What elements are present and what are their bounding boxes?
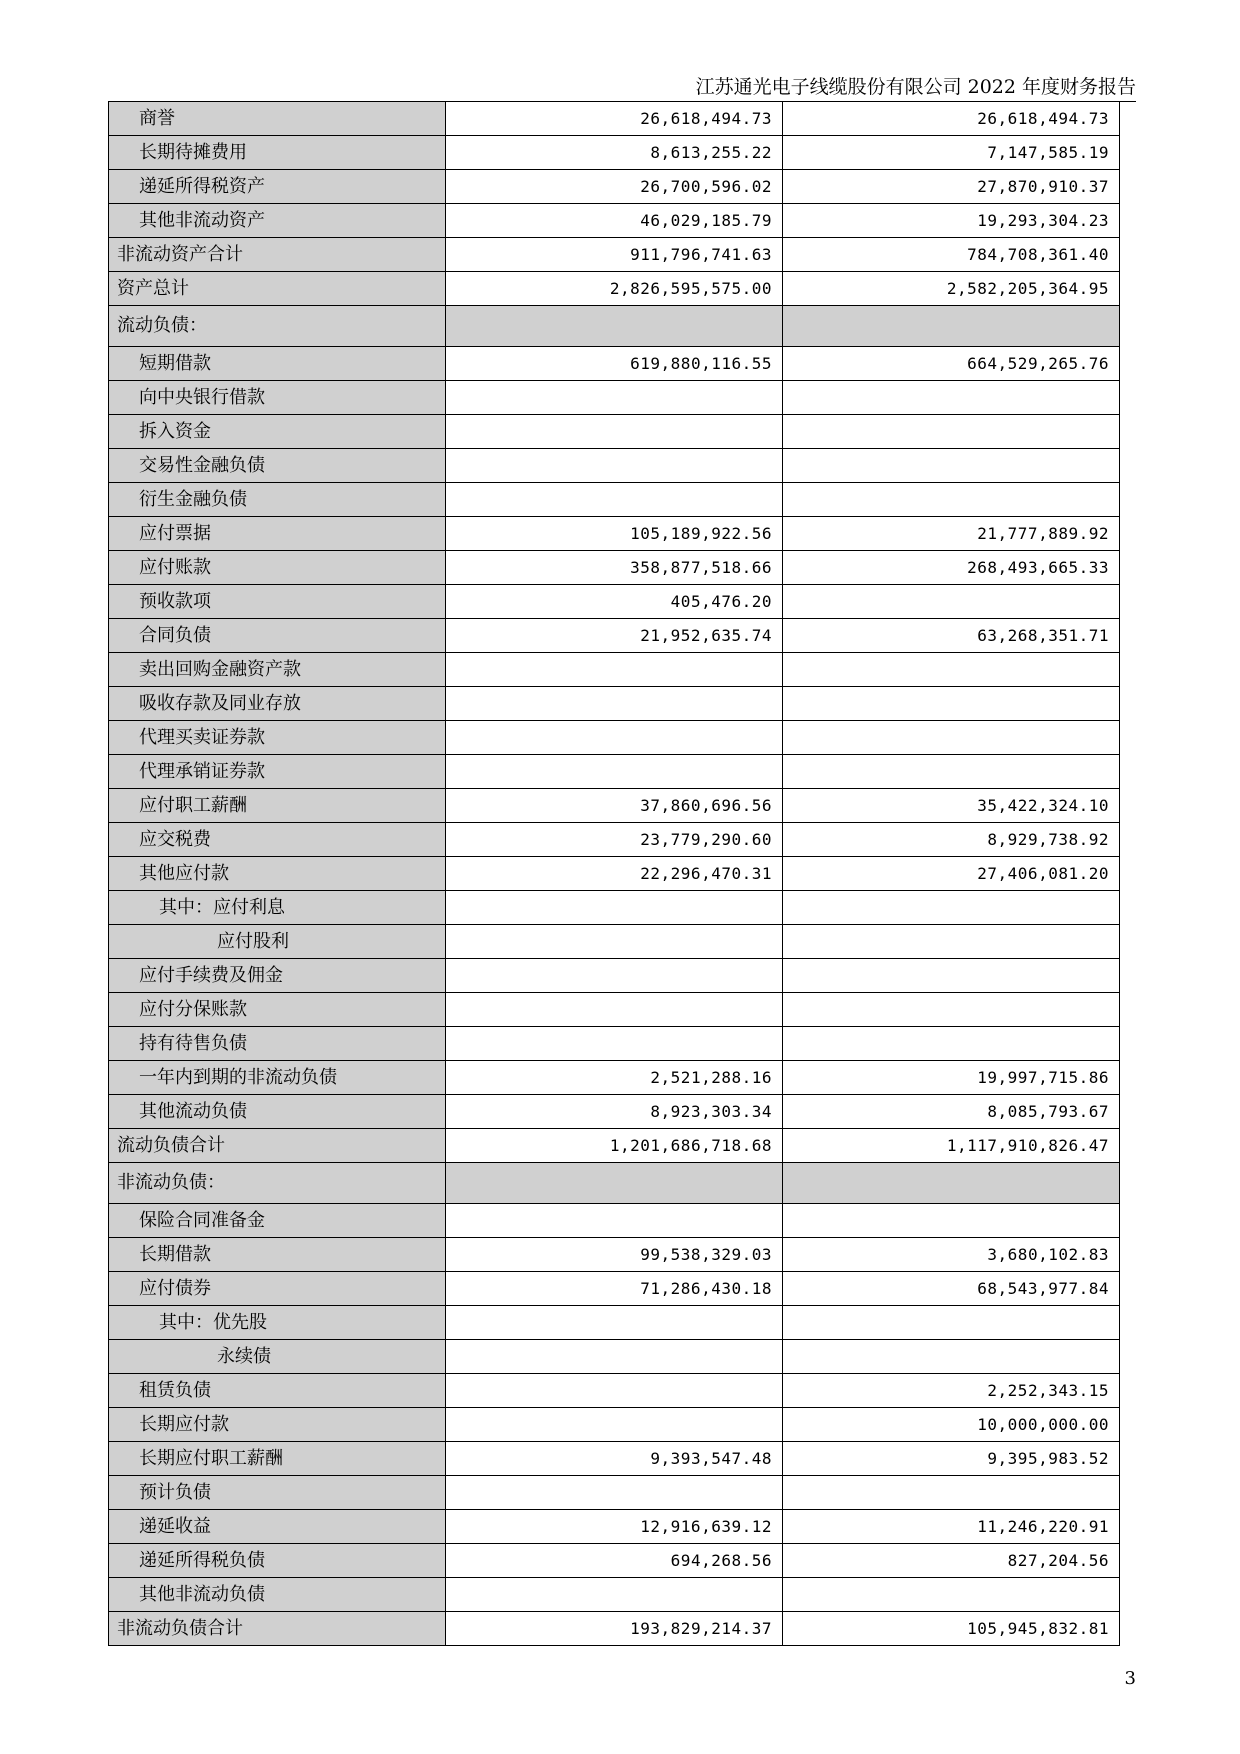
row-label: 应付债券 — [109, 1272, 446, 1306]
table-row — [109, 1408, 1120, 1442]
period-end-value: 9,393,547.48 — [446, 1442, 783, 1476]
row-label: 其他非流动负债 — [109, 1578, 446, 1612]
page-number: 3 — [1124, 1668, 1136, 1689]
table-row — [109, 1612, 1120, 1646]
period-end-value: 26,700,596.02 — [446, 170, 783, 204]
row-label: 吸收存款及同业存放 — [109, 687, 446, 721]
row-label: 应付票据 — [109, 517, 446, 551]
row-label: 长期应付职工薪酬 — [109, 1442, 446, 1476]
row-label: 流动负债： — [109, 306, 446, 347]
table-row — [109, 102, 1120, 136]
row-label: 应付股利 — [109, 925, 446, 959]
row-label: 代理买卖证券款 — [109, 721, 446, 755]
period-start-value — [783, 585, 1120, 619]
row-label: 递延所得税资产 — [109, 170, 446, 204]
period-end-value: 71,286,430.18 — [446, 1272, 783, 1306]
table-row — [109, 1095, 1120, 1129]
table-row — [109, 619, 1120, 653]
table-row — [109, 1204, 1120, 1238]
period-end-value: 2,826,595,575.00 — [446, 272, 783, 306]
row-label: 应交税费 — [109, 823, 446, 857]
table-row — [109, 1340, 1120, 1374]
row-label: 保险合同准备金 — [109, 1204, 446, 1238]
period-start-value — [783, 415, 1120, 449]
table-row — [109, 857, 1120, 891]
table-row — [109, 483, 1120, 517]
period-start-value — [783, 755, 1120, 789]
row-label: 长期应付款 — [109, 1408, 446, 1442]
row-label: 一年内到期的非流动负债 — [109, 1061, 446, 1095]
period-end-value: 8,613,255.22 — [446, 136, 783, 170]
period-start-value — [783, 1163, 1120, 1204]
table-row — [109, 551, 1120, 585]
row-label: 拆入资金 — [109, 415, 446, 449]
period-end-value: 8,923,303.34 — [446, 1095, 783, 1129]
period-start-value — [783, 381, 1120, 415]
period-start-value: 105,945,832.81 — [783, 1612, 1120, 1646]
section-header-row — [109, 306, 1120, 347]
period-start-value: 664,529,265.76 — [783, 347, 1120, 381]
period-start-value: 7,147,585.19 — [783, 136, 1120, 170]
table-row — [109, 721, 1120, 755]
period-end-value: 12,916,639.12 — [446, 1510, 783, 1544]
period-start-value — [783, 483, 1120, 517]
row-label: 应付分保账款 — [109, 993, 446, 1027]
row-label: 长期待摊费用 — [109, 136, 446, 170]
table-row — [109, 755, 1120, 789]
row-label: 其中：优先股 — [109, 1306, 446, 1340]
period-start-value: 2,582,205,364.95 — [783, 272, 1120, 306]
period-end-value: 46,029,185.79 — [446, 204, 783, 238]
table-row — [109, 381, 1120, 415]
balance-sheet-body — [109, 102, 1120, 1646]
row-label: 其他流动负债 — [109, 1095, 446, 1129]
period-end-value: 405,476.20 — [446, 585, 783, 619]
period-end-value — [446, 687, 783, 721]
period-end-value — [446, 755, 783, 789]
row-label: 应付账款 — [109, 551, 446, 585]
row-label: 其他应付款 — [109, 857, 446, 891]
period-end-value — [446, 483, 783, 517]
period-start-value: 8,929,738.92 — [783, 823, 1120, 857]
row-label: 短期借款 — [109, 347, 446, 381]
row-label: 衍生金融负债 — [109, 483, 446, 517]
table-row — [109, 585, 1120, 619]
period-start-value: 19,293,304.23 — [783, 204, 1120, 238]
report-title: 江苏通光电子线缆股份有限公司 2022 年度财务报告 — [695, 76, 1136, 98]
period-end-value — [446, 721, 783, 755]
period-start-value — [783, 925, 1120, 959]
row-label: 卖出回购金融资产款 — [109, 653, 446, 687]
period-start-value: 68,543,977.84 — [783, 1272, 1120, 1306]
period-start-value — [783, 721, 1120, 755]
row-label: 递延收益 — [109, 1510, 446, 1544]
table-row — [109, 1476, 1120, 1510]
row-label: 应付手续费及佣金 — [109, 959, 446, 993]
period-end-value: 37,860,696.56 — [446, 789, 783, 823]
row-label: 非流动负债合计 — [109, 1612, 446, 1646]
period-end-value — [446, 1578, 783, 1612]
row-label: 流动负债合计 — [109, 1129, 446, 1163]
table-row — [109, 687, 1120, 721]
period-end-value — [446, 1408, 783, 1442]
table-row — [109, 1510, 1120, 1544]
table-row — [109, 1442, 1120, 1476]
period-start-value: 26,618,494.73 — [783, 102, 1120, 136]
table-row — [109, 170, 1120, 204]
period-end-value — [446, 449, 783, 483]
table-row — [109, 1578, 1120, 1612]
period-end-value: 911,796,741.63 — [446, 238, 783, 272]
table-row — [109, 1374, 1120, 1408]
table-row — [109, 136, 1120, 170]
period-start-value — [783, 1578, 1120, 1612]
row-label: 非流动负债： — [109, 1163, 446, 1204]
table-row — [109, 1129, 1120, 1163]
row-label: 其他非流动资产 — [109, 204, 446, 238]
period-end-value — [446, 993, 783, 1027]
period-start-value: 8,085,793.67 — [783, 1095, 1120, 1129]
period-start-value: 11,246,220.91 — [783, 1510, 1120, 1544]
period-start-value — [783, 1204, 1120, 1238]
row-label: 预收款项 — [109, 585, 446, 619]
period-end-value: 23,779,290.60 — [446, 823, 783, 857]
period-start-value — [783, 1306, 1120, 1340]
table-row — [109, 653, 1120, 687]
period-end-value — [446, 1374, 783, 1408]
table-row — [109, 1306, 1120, 1340]
period-start-value: 27,870,910.37 — [783, 170, 1120, 204]
period-start-value: 10,000,000.00 — [783, 1408, 1120, 1442]
period-end-value: 1,201,686,718.68 — [446, 1129, 783, 1163]
period-end-value — [446, 653, 783, 687]
period-start-value: 827,204.56 — [783, 1544, 1120, 1578]
period-start-value: 19,997,715.86 — [783, 1061, 1120, 1095]
period-start-value: 2,252,343.15 — [783, 1374, 1120, 1408]
row-label: 长期借款 — [109, 1238, 446, 1272]
table-row — [109, 272, 1120, 306]
period-start-value: 27,406,081.20 — [783, 857, 1120, 891]
period-end-value — [446, 959, 783, 993]
row-label: 永续债 — [109, 1340, 446, 1374]
period-start-value — [783, 1027, 1120, 1061]
period-end-value — [446, 306, 783, 347]
row-label: 其中：应付利息 — [109, 891, 446, 925]
row-label: 租赁负债 — [109, 1374, 446, 1408]
table-row — [109, 789, 1120, 823]
balance-sheet-table — [108, 101, 1120, 1646]
page-header — [108, 72, 1136, 102]
period-start-value: 268,493,665.33 — [783, 551, 1120, 585]
period-end-value: 105,189,922.56 — [446, 517, 783, 551]
period-end-value: 99,538,329.03 — [446, 1238, 783, 1272]
period-end-value: 2,521,288.16 — [446, 1061, 783, 1095]
period-start-value — [783, 891, 1120, 925]
table-row — [109, 238, 1120, 272]
period-end-value: 619,880,116.55 — [446, 347, 783, 381]
period-start-value: 21,777,889.92 — [783, 517, 1120, 551]
table-row — [109, 1238, 1120, 1272]
period-end-value: 358,877,518.66 — [446, 551, 783, 585]
table-row — [109, 925, 1120, 959]
table-row — [109, 449, 1120, 483]
period-end-value — [446, 415, 783, 449]
row-label: 预计负债 — [109, 1476, 446, 1510]
period-end-value: 694,268.56 — [446, 1544, 783, 1578]
period-end-value — [446, 1340, 783, 1374]
period-start-value: 9,395,983.52 — [783, 1442, 1120, 1476]
table-row — [109, 891, 1120, 925]
row-label: 商誉 — [109, 102, 446, 136]
row-label: 交易性金融负债 — [109, 449, 446, 483]
period-start-value: 3,680,102.83 — [783, 1238, 1120, 1272]
period-start-value: 35,422,324.10 — [783, 789, 1120, 823]
period-end-value — [446, 381, 783, 415]
period-end-value — [446, 1476, 783, 1510]
period-end-value: 193,829,214.37 — [446, 1612, 783, 1646]
table-row — [109, 517, 1120, 551]
row-label: 持有待售负债 — [109, 1027, 446, 1061]
row-label: 递延所得税负债 — [109, 1544, 446, 1578]
table-row — [109, 1272, 1120, 1306]
period-end-value — [446, 1204, 783, 1238]
row-label: 应付职工薪酬 — [109, 789, 446, 823]
table-row — [109, 1061, 1120, 1095]
period-start-value — [783, 449, 1120, 483]
period-start-value — [783, 1340, 1120, 1374]
period-end-value — [446, 1306, 783, 1340]
period-start-value — [783, 306, 1120, 347]
period-end-value — [446, 891, 783, 925]
table-row — [109, 959, 1120, 993]
period-start-value — [783, 993, 1120, 1027]
period-start-value: 1,117,910,826.47 — [783, 1129, 1120, 1163]
table-row — [109, 415, 1120, 449]
period-end-value: 21,952,635.74 — [446, 619, 783, 653]
period-start-value: 63,268,351.71 — [783, 619, 1120, 653]
table-row — [109, 1544, 1120, 1578]
period-start-value — [783, 653, 1120, 687]
row-label: 资产总计 — [109, 272, 446, 306]
table-row — [109, 993, 1120, 1027]
section-header-row — [109, 1163, 1120, 1204]
row-label: 合同负债 — [109, 619, 446, 653]
period-end-value — [446, 1163, 783, 1204]
row-label: 代理承销证券款 — [109, 755, 446, 789]
row-label: 非流动资产合计 — [109, 238, 446, 272]
period-start-value — [783, 687, 1120, 721]
period-start-value — [783, 959, 1120, 993]
period-end-value: 26,618,494.73 — [446, 102, 783, 136]
period-start-value: 784,708,361.40 — [783, 238, 1120, 272]
table-row — [109, 1027, 1120, 1061]
period-end-value: 22,296,470.31 — [446, 857, 783, 891]
table-row — [109, 347, 1120, 381]
table-row — [109, 823, 1120, 857]
period-start-value — [783, 1476, 1120, 1510]
row-label: 向中央银行借款 — [109, 381, 446, 415]
table-row — [109, 204, 1120, 238]
period-end-value — [446, 925, 783, 959]
period-end-value — [446, 1027, 783, 1061]
